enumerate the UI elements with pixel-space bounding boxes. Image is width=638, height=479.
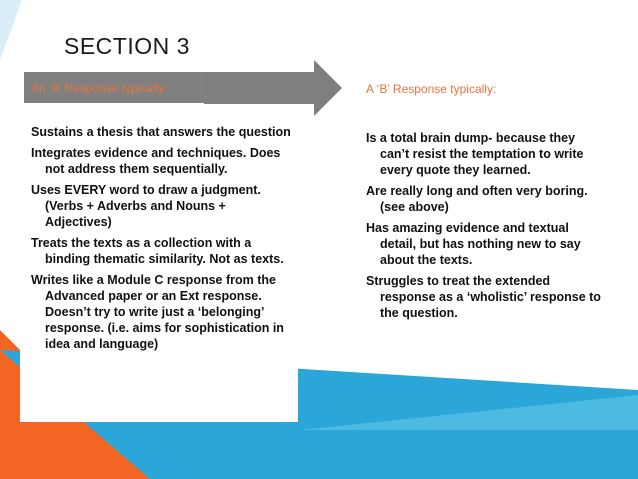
list-item: Are really long and often very boring. (see above) <box>366 184 588 214</box>
list-item: Uses EVERY word to draw a judgment. (Verbs + Adverbs and Nouns + Adjectives) <box>31 183 261 229</box>
list-item: Has amazing evidence and textual detail, but has nothing new to say about the texts. <box>366 221 581 267</box>
list-item: Integrates evidence and techniques. Does not address them sequentially. <box>31 146 281 176</box>
list-item: Sustains a thesis that answers the question <box>31 125 291 139</box>
list-item: Writes like a Module C response from the Advanced paper or an Ext response. Doesn’t try to write just a ‘belonging’ response. (i.e. aims for sophistication in idea and language) <box>31 273 284 351</box>
list-item: Treats the texts as a collection with a binding thematic similarity. Not as texts. <box>31 236 284 266</box>
list-item: Struggles to treat the extended response as a ‘wholistic’ response to the question. <box>366 274 601 320</box>
right-arrow-icon <box>204 60 344 116</box>
slide-title: SECTION 3 <box>64 33 190 59</box>
a-response-list <box>31 124 293 357</box>
b-response-list <box>366 130 606 326</box>
corner-accent-shape <box>0 0 22 60</box>
left-column-header: An ‘A’ Response typically: <box>31 81 168 95</box>
right-column-header: A ‘B’ Response typically: <box>366 82 497 96</box>
list-item: Is a total brain dump- because they can’t resist the temptation to write every quote they learned. <box>366 131 584 177</box>
